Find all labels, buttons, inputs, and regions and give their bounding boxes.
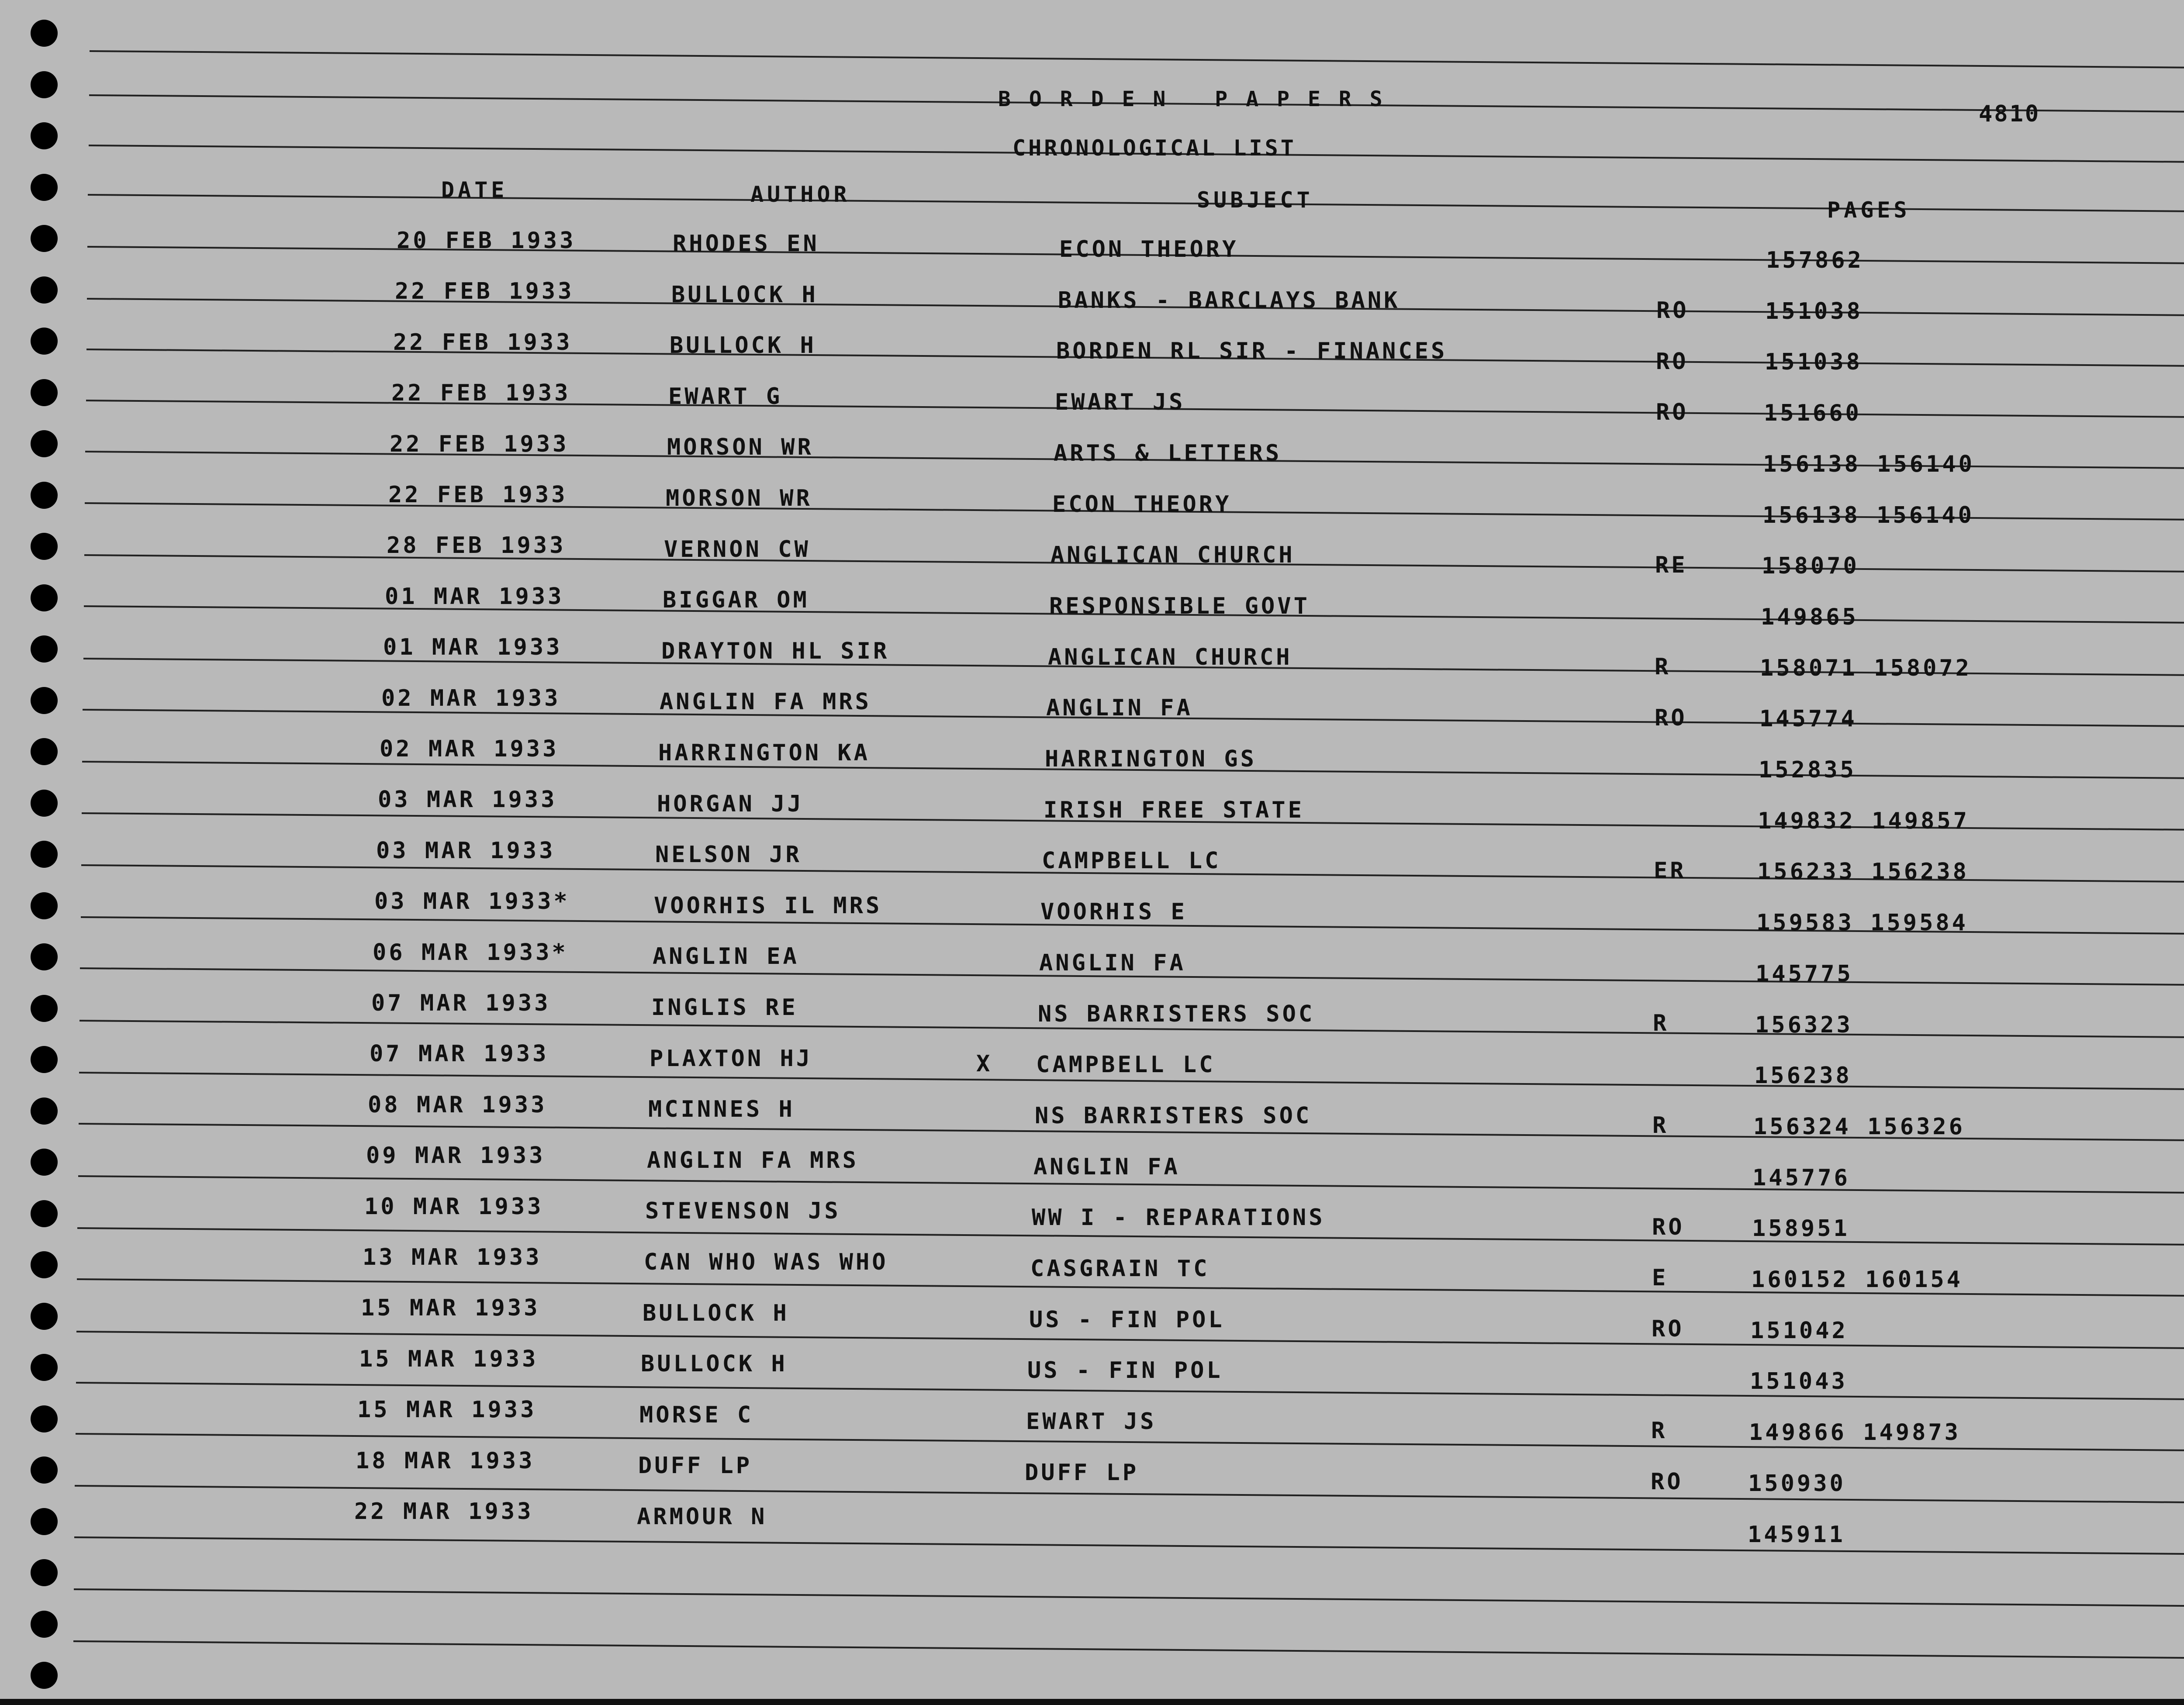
row-author: VERNON CW	[664, 536, 811, 563]
row-date: 03 MAR 1933*	[374, 888, 570, 915]
row-author: CAN WHO WAS WHO	[644, 1249, 888, 1275]
row-subject: VOORHIS E	[1040, 899, 1187, 925]
row-pages: 156138 156140	[1762, 502, 1974, 528]
feed-hole-left	[31, 328, 58, 355]
row-subject: BANKS - BARCLAYS BANK	[1058, 287, 1400, 314]
feed-hole-left	[31, 892, 58, 919]
row-subject: HARRINGTON GS	[1045, 746, 1257, 772]
row-code: RO	[1656, 297, 1689, 324]
row-author: ANGLIN FA MRS	[660, 689, 871, 715]
row-pages: 149865	[1761, 604, 1859, 630]
row-pages: 150930	[1748, 1470, 1846, 1497]
feed-hole-left	[31, 1303, 58, 1330]
row-author: PLAXTON HJ	[650, 1046, 813, 1072]
row-subject: BORDEN RL SIR - FINANCES	[1056, 338, 1448, 364]
feed-hole-left	[31, 71, 58, 98]
feed-hole-left	[31, 1098, 58, 1125]
row-pages: 156238	[1754, 1063, 1852, 1089]
row-date: 22 FEB 1933	[391, 380, 571, 406]
row-author: NELSON JR	[655, 842, 802, 868]
row-subject: CASGRAIN TC	[1030, 1256, 1210, 1282]
row-subject: US - FIN POL	[1027, 1357, 1223, 1384]
row-code: ER	[1654, 858, 1686, 884]
row-author: BULLOCK H	[671, 282, 818, 308]
column-header-author: AUTHOR	[750, 182, 850, 207]
ruled-line	[73, 1640, 2184, 1659]
feed-hole-left	[31, 1149, 58, 1176]
row-author: MORSE C	[639, 1402, 754, 1428]
feed-hole-left	[31, 174, 58, 201]
row-subject: CAMPBELL LC	[1042, 848, 1221, 874]
row-code: R	[1652, 1112, 1669, 1139]
row-pages: 151660	[1764, 400, 1862, 426]
row-pages: 151042	[1750, 1318, 1848, 1344]
row-subject: DUFF LP	[1025, 1460, 1139, 1486]
row-author: DRAYTON HL SIR	[661, 638, 890, 664]
row-date: 22 MAR 1933	[354, 1498, 534, 1525]
row-author: ANGLIN EA	[653, 943, 799, 970]
row-pages: 145911	[1748, 1522, 1845, 1548]
row-author: HARRINGTON KA	[658, 740, 870, 766]
row-date: 13 MAR 1933	[363, 1244, 542, 1270]
row-date: 20 FEB 1933	[397, 228, 576, 254]
row-flag: X	[976, 1051, 993, 1077]
row-date: 01 MAR 1933	[385, 583, 564, 610]
row-code: RO	[1652, 1214, 1685, 1240]
row-author: BULLOCK H	[670, 332, 816, 359]
row-code: RO	[1656, 399, 1689, 425]
feed-hole-left	[31, 790, 58, 817]
row-author: BIGGAR OM	[663, 587, 809, 613]
row-code: R	[1655, 654, 1671, 680]
row-author: BULLOCK H	[641, 1351, 788, 1377]
row-date: 22 FEB 1933	[395, 278, 574, 304]
row-code: E	[1652, 1265, 1669, 1291]
row-author: BULLOCK H	[643, 1300, 789, 1326]
row-date: 09 MAR 1933	[366, 1142, 546, 1169]
row-author: MORSON WR	[666, 485, 812, 511]
row-date: 28 FEB 1933	[387, 532, 566, 559]
row-pages: 145775	[1755, 961, 1853, 987]
row-date: 15 MAR 1933	[357, 1397, 537, 1423]
feed-hole-left	[31, 1354, 58, 1381]
row-pages: 159583 159584	[1756, 910, 1968, 936]
row-subject: US - FIN POL	[1029, 1307, 1225, 1333]
row-author: DUFF LP	[638, 1453, 753, 1479]
row-pages: 156138 156140	[1763, 451, 1975, 477]
row-code: RE	[1655, 552, 1688, 578]
feed-hole-left	[31, 430, 58, 457]
row-author: EWART G	[668, 383, 783, 410]
row-pages: 149832 149857	[1758, 808, 1970, 834]
row-pages: 156233 156238	[1757, 859, 1969, 885]
row-code: R	[1651, 1418, 1668, 1444]
row-author: VOORHIS IL MRS	[654, 893, 882, 919]
row-pages: 151038	[1765, 298, 1863, 324]
row-pages: 151038	[1765, 349, 1863, 375]
row-author: INGLIS RE	[651, 994, 798, 1021]
row-pages: 156324 156326	[1753, 1114, 1965, 1140]
row-date: 07 MAR 1933	[370, 1041, 549, 1067]
row-date: 08 MAR 1933	[368, 1092, 547, 1118]
row-date: 02 MAR 1933	[381, 685, 561, 711]
row-pages: 158070	[1762, 553, 1859, 579]
row-pages: 149866 149873	[1749, 1419, 1961, 1446]
row-subject: ECON THEORY	[1059, 236, 1239, 262]
row-date: 03 MAR 1933	[376, 838, 556, 864]
row-date: 02 MAR 1933	[380, 736, 559, 762]
row-code: R	[1653, 1010, 1669, 1036]
row-subject: ANGLIN FA	[1033, 1154, 1180, 1180]
row-date: 10 MAR 1933	[364, 1194, 544, 1220]
row-subject: CAMPBELL LC	[1036, 1052, 1216, 1078]
row-date: 18 MAR 1933	[356, 1448, 535, 1474]
feed-hole-left	[31, 1611, 58, 1638]
column-header-pages: PAGES	[1827, 197, 1911, 223]
row-code: RO	[1656, 349, 1689, 375]
row-author: RHODES EN	[673, 231, 819, 257]
row-subject: ECON THEORY	[1052, 491, 1232, 518]
row-author: HORGAN JJ	[657, 791, 804, 817]
row-pages: 158071 158072	[1760, 655, 1972, 681]
row-pages: 145776	[1752, 1165, 1850, 1191]
row-subject: NS BARRISTERS SOC	[1035, 1103, 1312, 1129]
row-subject: WW I - REPARATIONS	[1032, 1205, 1325, 1231]
row-date: 22 FEB 1933	[393, 329, 573, 355]
row-date: 15 MAR 1933	[361, 1295, 540, 1321]
document-subtitle: CHRONOLOGICAL LIST	[1013, 135, 1296, 161]
row-subject: EWART JS	[1026, 1408, 1157, 1435]
row-subject: ANGLIN FA	[1039, 950, 1186, 976]
feed-hole-left	[31, 533, 58, 560]
row-subject: ANGLIN FA	[1046, 695, 1193, 721]
row-date: 06 MAR 1933*	[373, 939, 568, 966]
row-author: MORSON WR	[667, 434, 814, 460]
row-date: 01 MAR 1933	[383, 634, 563, 660]
feed-hole-left	[31, 1405, 58, 1432]
row-date: 22 FEB 1933	[388, 482, 568, 508]
page-number: 4810	[1979, 101, 2041, 127]
row-subject: ANGLICAN CHURCH	[1051, 542, 1295, 568]
feed-hole-left	[31, 943, 58, 970]
feed-hole-left	[31, 1251, 58, 1278]
row-subject: NS BARRISTERS SOC	[1038, 1001, 1315, 1027]
row-date: 07 MAR 1933	[371, 990, 551, 1016]
feed-hole-left	[31, 225, 58, 252]
feed-hole-left	[31, 1046, 58, 1073]
row-pages: 145774	[1759, 706, 1857, 732]
row-subject: ANGLICAN CHURCH	[1048, 644, 1292, 670]
row-code: RO	[1652, 1316, 1684, 1342]
document-title: BORDEN PAPERS	[998, 87, 1401, 111]
ruled-line	[74, 1588, 2184, 1607]
row-subject: EWART JS	[1055, 389, 1185, 415]
feed-hole-left	[31, 1200, 58, 1227]
row-subject: IRISH FREE STATE	[1044, 797, 1304, 823]
ruled-line	[90, 50, 2184, 69]
row-author: STEVENSON JS	[645, 1198, 841, 1224]
row-code: RO	[1651, 1469, 1683, 1495]
row-date: 15 MAR 1933	[359, 1346, 539, 1372]
row-subject: ARTS & LETTERS	[1054, 440, 1282, 466]
row-author: MCINNES H	[648, 1096, 795, 1122]
row-author: ARMOUR N	[637, 1504, 767, 1530]
feed-hole-left	[31, 1662, 58, 1689]
row-pages: 157862	[1766, 247, 1864, 273]
feed-hole-left	[31, 122, 58, 149]
feed-hole-left	[31, 687, 58, 714]
row-pages: 160152 160154	[1751, 1267, 1963, 1293]
feed-hole-left	[31, 482, 58, 509]
row-pages: 151043	[1750, 1368, 1848, 1394]
feed-hole-left	[31, 738, 58, 765]
feed-hole-left	[31, 20, 58, 47]
column-header-subject: SUBJECT	[1197, 187, 1313, 213]
feed-hole-left	[31, 841, 58, 868]
row-code: RO	[1655, 705, 1687, 731]
row-date: 03 MAR 1933	[378, 787, 557, 813]
ruled-line	[74, 1536, 2184, 1555]
feed-hole-left	[31, 379, 58, 406]
row-pages: 156323	[1755, 1012, 1853, 1038]
feed-hole-left	[31, 1508, 58, 1535]
row-subject: RESPONSIBLE GOVT	[1049, 593, 1310, 619]
feed-hole-left	[31, 1559, 58, 1586]
row-author: ANGLIN FA MRS	[647, 1147, 859, 1173]
row-pages: 152835	[1759, 757, 1856, 783]
column-header-date: DATE	[441, 177, 508, 203]
feed-hole-left	[31, 584, 58, 611]
feed-hole-left	[31, 276, 58, 304]
row-pages: 158951	[1752, 1215, 1850, 1242]
feed-hole-left	[31, 635, 58, 663]
feed-hole-left	[31, 1456, 58, 1484]
feed-hole-left	[31, 995, 58, 1022]
row-date: 22 FEB 1933	[390, 431, 569, 457]
